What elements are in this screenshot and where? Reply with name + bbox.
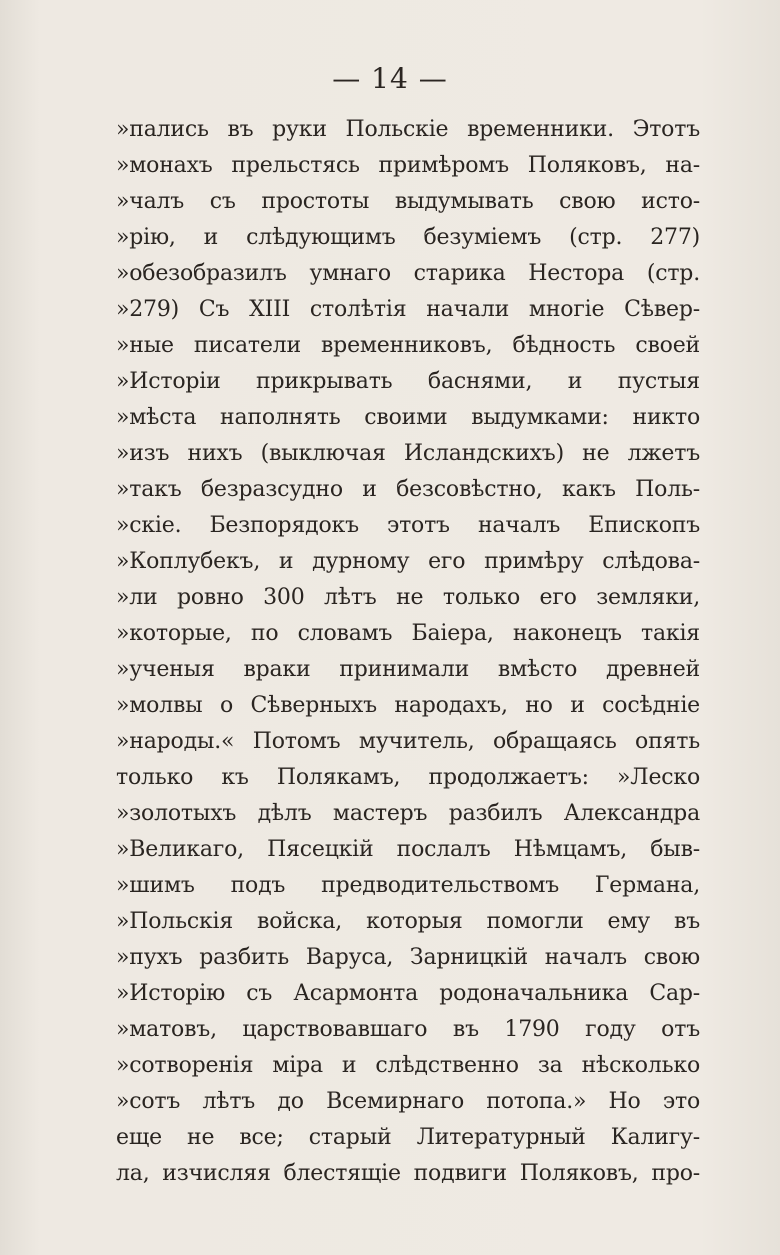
text-line: »такъ безразсудно и безсовѣстно, какъ Поль- xyxy=(116,477,700,502)
text-line: »рію, и слѣдующимъ безуміемъ (стр. 277) xyxy=(116,225,700,250)
text-line: »ли ровно 300 лѣтъ не только его земляки, xyxy=(116,585,700,610)
text-line: »пухъ разбить Варуса, Зарницкій началъ свою xyxy=(116,945,700,970)
text-line: »чалъ съ простоты выдумывать свою исто- xyxy=(116,189,700,214)
page-number: — 14 — xyxy=(332,62,448,95)
text-line: еще не все; старый Литературный Калигу- xyxy=(116,1125,700,1150)
body-text xyxy=(116,112,700,1192)
text-line: »которые, по словамъ Баіера, наконецъ такія xyxy=(116,621,700,646)
text-line: ла, изчисляя блестящіе подвиги Поляковъ, про- xyxy=(116,1161,700,1186)
text-line: »золотыхъ дѣлъ мастеръ разбилъ Александра xyxy=(116,801,700,826)
text-line: »сотъ лѣтъ до Всемирнаго потопа.» Но это xyxy=(116,1089,700,1114)
text-line: »молвы о Сѣверныхъ народахъ, но и сосѣдніе xyxy=(116,693,700,718)
text-line: »Польскія войска, которыя помогли ему въ xyxy=(116,909,700,934)
text-line: »Великаго, Пясецкій послалъ Нѣмцамъ, быв- xyxy=(116,837,700,862)
text-line: »матовъ, царствовавшаго въ 1790 году отъ xyxy=(116,1017,700,1042)
text-line: »279) Съ XIII столѣтія начали многіе Сѣвер- xyxy=(116,297,700,322)
text-line: »мѣста наполнять своими выдумками: никто xyxy=(116,405,700,430)
text-line: »ученыя враки принимали вмѣсто древней xyxy=(116,657,700,682)
text-line: »обезобразилъ умнаго старика Нестора (стр. xyxy=(116,261,700,286)
text-line: »народы.« Потомъ мучитель, обращаясь опять xyxy=(116,729,700,754)
text-line: »ные писатели временниковъ, бѣдность своей xyxy=(116,333,700,358)
text-line: только къ Полякамъ, продолжаетъ: »Леско xyxy=(116,765,700,790)
text-line: »шимъ подъ предводительствомъ Германа, xyxy=(116,873,700,898)
text-line: »скіе. Безпорядокъ этотъ началъ Епископъ xyxy=(116,513,700,538)
text-line: »изъ нихъ (выключая Исландскихъ) не лжетъ xyxy=(116,441,700,466)
text-line: »Исторіи прикрывать баснями, и пустыя xyxy=(116,369,700,394)
text-line: »сотворенія міра и слѣдственно за нѣсколько xyxy=(116,1053,700,1078)
text-line: »Коплубекъ, и дурному его примѣру слѣдова- xyxy=(116,549,700,574)
text-line: »Исторію съ Асармонта родоначальника Сар- xyxy=(116,981,700,1006)
text-line: »пались въ руки Польскіе временники. Этотъ xyxy=(116,117,700,142)
text-line: »монахъ прельстясь примѣромъ Поляковъ, на- xyxy=(116,153,700,178)
